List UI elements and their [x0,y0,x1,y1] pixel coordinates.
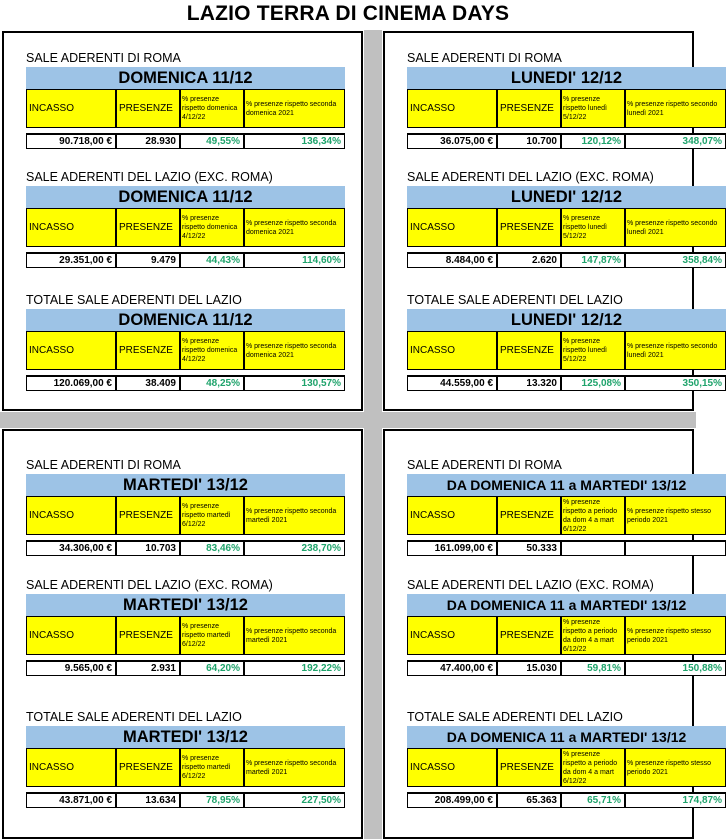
value-pct-2021: 136,34% [244,133,345,149]
value-pct-2021: 114,60% [244,252,345,268]
header-pct-2021: % presenze rispetto seconda domenica 2021 [244,208,345,247]
value-incasso: 208.499,00 € [407,792,497,808]
header-presenze: PRESENZE [497,748,561,787]
value-incasso: 47.400,00 € [407,660,497,676]
header-presenze: PRESENZE [116,496,180,535]
header-pct-2021: % presenze rispetto stesso periodo 2021 [625,748,726,787]
header-presenze: PRESENZE [116,89,180,128]
header-pct-2021: % presenze rispetto seconda martedì 2021 [244,616,345,655]
header-incasso: INCASSO [407,496,497,535]
value-presenze: 2.931 [116,660,180,676]
section-label: TOTALE SALE ADERENTI DEL LAZIO [407,710,623,724]
section-label: SALE ADERENTI DEL LAZIO (EXC. ROMA) [407,170,654,184]
header-pct-2021: % presenze rispetto seconda domenica 2021 [244,331,345,370]
header-presenze: PRESENZE [116,748,180,787]
value-pct-previous: 125,08% [561,375,625,391]
day-header: MARTEDI' 13/12 [26,474,345,496]
header-pct-previous: % presenze rispetto domenica 4/12/22 [180,331,244,370]
header-incasso: INCASSO [407,331,497,370]
data-table [26,616,345,676]
value-pct-previous [561,540,625,556]
value-incasso: 120.069,00 € [26,375,116,391]
value-presenze: 28.930 [116,133,180,149]
value-pct-2021: 174,87% [625,792,726,808]
day-header: LUNEDI' 12/12 [407,309,726,331]
section-label: SALE ADERENTI DEL LAZIO (EXC. ROMA) [407,578,654,592]
value-incasso: 9.565,00 € [26,660,116,676]
value-pct-previous: 49,55% [180,133,244,149]
header-presenze: PRESENZE [116,616,180,655]
value-incasso: 29.351,00 € [26,252,116,268]
header-pct-2021: % presenze rispetto secondo lunedì 2021 [625,89,726,128]
value-presenze: 10.703 [116,540,180,556]
section-block [26,170,346,270]
value-pct-previous: 120,12% [561,133,625,149]
value-incasso: 44.559,00 € [407,375,497,391]
value-pct-previous: 78,95% [180,792,244,808]
value-presenze: 50.333 [497,540,561,556]
header-incasso: INCASSO [407,89,497,128]
data-table [26,748,345,808]
day-header: LUNEDI' 12/12 [407,67,726,89]
header-pct-previous: % presenze rispetto lunedì 5/12/22 [561,208,625,247]
value-pct-2021: 227,50% [244,792,345,808]
panel-3 [2,429,363,839]
section-label: TOTALE SALE ADERENTI DEL LAZIO [407,293,623,307]
value-pct-previous: 48,25% [180,375,244,391]
section-label: SALE ADERENTI DI ROMA [407,458,562,472]
section-label: SALE ADERENTI DEL LAZIO (EXC. ROMA) [26,170,273,184]
value-pct-2021 [625,540,726,556]
value-pct-previous: 59,81% [561,660,625,676]
section-block [26,458,346,558]
data-table [407,748,726,808]
value-pct-previous: 44,43% [180,252,244,268]
header-incasso: INCASSO [407,616,497,655]
divider-band-middle [0,412,696,428]
header-presenze: PRESENZE [497,616,561,655]
value-incasso: 161.099,00 € [407,540,497,556]
section-block [26,293,346,393]
value-incasso: 8.484,00 € [407,252,497,268]
value-pct-2021: 348,07% [625,133,726,149]
header-pct-2021: % presenze rispetto seconda martedì 2021 [244,748,345,787]
section-block [407,51,727,151]
day-header: DOMENICA 11/12 [26,67,345,89]
header-presenze: PRESENZE [116,208,180,247]
data-table [407,208,726,268]
section-label: SALE ADERENTI DEL LAZIO (EXC. ROMA) [26,578,273,592]
data-table [26,331,345,391]
header-pct-2021: % presenze rispetto secondo lunedì 2021 [625,331,726,370]
value-pct-2021: 358,84% [625,252,726,268]
value-pct-previous: 83,46% [180,540,244,556]
header-presenze: PRESENZE [497,208,561,247]
value-incasso: 43.871,00 € [26,792,116,808]
header-pct-previous: % presenze rispetto lunedì 5/12/22 [561,89,625,128]
data-table [407,496,726,556]
day-header: DA DOMENICA 11 a MARTEDI' 13/12 [407,726,726,748]
value-incasso: 90.718,00 € [26,133,116,149]
value-presenze: 2.620 [497,252,561,268]
day-header: DOMENICA 11/12 [26,309,345,331]
header-pct-previous: % presenze rispetto a periodo da dom 4 a mart 6/12/22 [561,496,625,535]
value-pct-previous: 147,87% [561,252,625,268]
header-pct-previous: % presenze rispetto martedì 6/12/22 [180,616,244,655]
header-pct-2021: % presenze rispetto stesso periodo 2021 [625,616,726,655]
section-block [407,458,727,558]
value-incasso: 34.306,00 € [26,540,116,556]
header-pct-2021: % presenze rispetto secondo lunedì 2021 [625,208,726,247]
value-pct-previous: 65,71% [561,792,625,808]
day-header: DA DOMENICA 11 a MARTEDI' 13/12 [407,474,726,496]
header-pct-previous: % presenze rispetto martedì 6/12/22 [180,496,244,535]
section-label: SALE ADERENTI DI ROMA [26,51,181,65]
day-header: MARTEDI' 13/12 [26,726,345,748]
divider-band-bottom [364,428,382,839]
section-block [407,710,727,810]
panel-4 [383,429,722,839]
day-header: DA DOMENICA 11 a MARTEDI' 13/12 [407,594,726,616]
value-presenze: 15.030 [497,660,561,676]
section-block [26,51,346,151]
header-incasso: INCASSO [26,331,116,370]
section-block [407,293,727,393]
header-presenze: PRESENZE [497,89,561,128]
data-table [407,89,726,149]
data-table [26,89,345,149]
header-incasso: INCASSO [26,496,116,535]
value-presenze: 65.363 [497,792,561,808]
data-table [26,208,345,268]
section-block [26,710,346,810]
value-pct-2021: 350,15% [625,375,726,391]
value-presenze: 9.479 [116,252,180,268]
header-incasso: INCASSO [26,748,116,787]
section-label: SALE ADERENTI DI ROMA [26,458,181,472]
header-incasso: INCASSO [26,208,116,247]
value-pct-2021: 192,22% [244,660,345,676]
day-header: LUNEDI' 12/12 [407,186,726,208]
header-pct-2021: % presenze rispetto stesso periodo 2021 [625,496,726,535]
header-pct-previous: % presenze rispetto lunedì 5/12/22 [561,331,625,370]
divider-band-top [364,30,382,413]
header-pct-previous: % presenze rispetto a periodo da dom 4 a mart 6/12/22 [561,616,625,655]
section-block [407,170,727,270]
value-pct-2021: 150,88% [625,660,726,676]
value-incasso: 36.075,00 € [407,133,497,149]
header-presenze: PRESENZE [497,496,561,535]
value-pct-2021: 130,57% [244,375,345,391]
panel-2 [383,31,722,411]
data-table [407,331,726,391]
value-presenze: 13.634 [116,792,180,808]
header-pct-2021: % presenze rispetto seconda domenica 2021 [244,89,345,128]
data-table [407,616,726,676]
value-pct-previous: 64,20% [180,660,244,676]
day-header: MARTEDI' 13/12 [26,594,345,616]
header-incasso: INCASSO [26,616,116,655]
header-pct-previous: % presenze rispetto martedì 6/12/22 [180,748,244,787]
header-incasso: INCASSO [407,748,497,787]
section-label: SALE ADERENTI DI ROMA [407,51,562,65]
section-block [26,578,346,678]
header-pct-2021: % presenze rispetto seconda martedì 2021 [244,496,345,535]
section-block [407,578,727,678]
value-presenze: 10.700 [497,133,561,149]
panel-1 [2,31,363,411]
header-presenze: PRESENZE [116,331,180,370]
header-pct-previous: % presenze rispetto domenica 4/12/22 [180,89,244,128]
header-incasso: INCASSO [407,208,497,247]
value-presenze: 38.409 [116,375,180,391]
section-label: TOTALE SALE ADERENTI DEL LAZIO [26,293,242,307]
header-pct-previous: % presenze rispetto domenica 4/12/22 [180,208,244,247]
header-incasso: INCASSO [26,89,116,128]
value-pct-2021: 238,70% [244,540,345,556]
day-header: DOMENICA 11/12 [26,186,345,208]
header-presenze: PRESENZE [497,331,561,370]
header-pct-previous: % presenze rispetto a periodo da dom 4 a mart 6/12/22 [561,748,625,787]
page-title: LAZIO TERRA DI CINEMA DAYS [186,2,510,25]
data-table [26,496,345,556]
section-label: TOTALE SALE ADERENTI DEL LAZIO [26,710,242,724]
value-presenze: 13.320 [497,375,561,391]
